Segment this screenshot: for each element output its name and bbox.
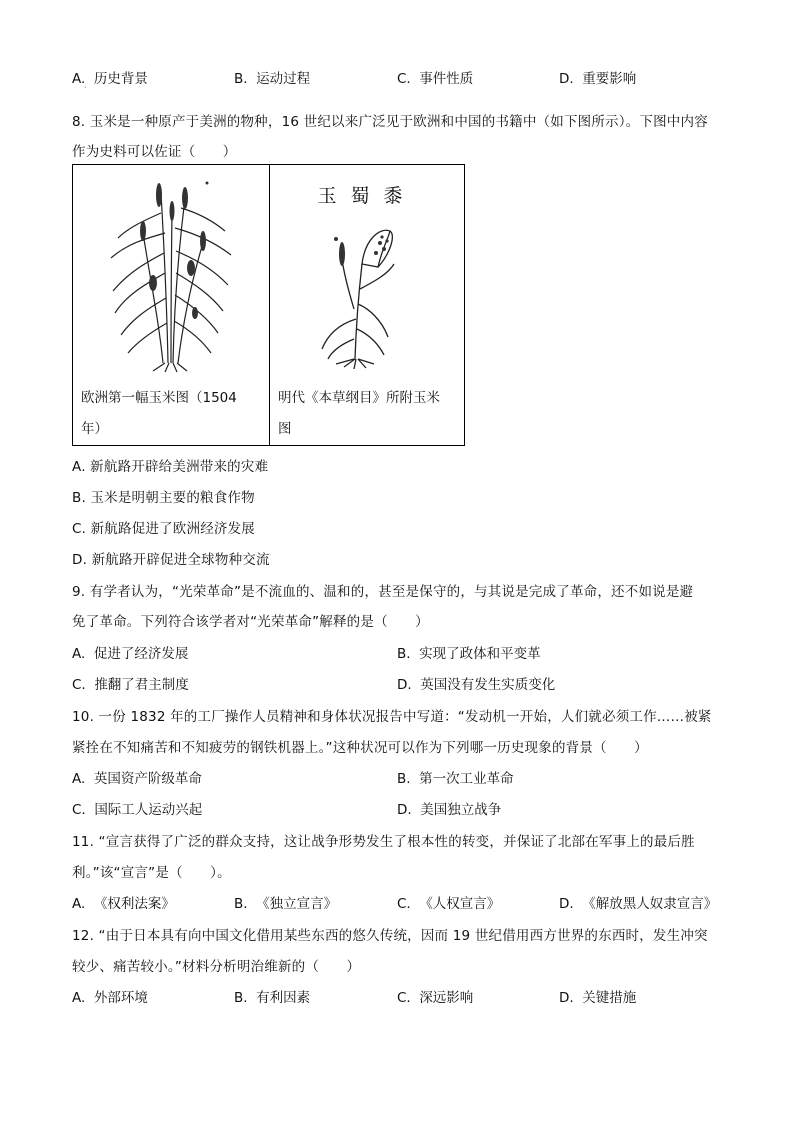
q9-option-b: B. 实现了政体和平变革 — [397, 646, 541, 662]
q8-option-d: D. 新航路开辟促进全球物种交流 — [72, 552, 270, 568]
q12-stem-line2: 较少、痛苦较小。”材料分析明治维新的（ ） — [72, 959, 361, 975]
q9-stem-line1: 9. 有学者认为，“光荣革命”是不流血的、温和的，甚至是保守的，与其说是完成了革命，还不如说是避 — [72, 584, 694, 600]
q8-figure-table — [72, 164, 465, 446]
q8-stem-line2: 作为史料可以佐证（ ） — [72, 144, 237, 160]
european-maize-illustration — [73, 173, 269, 373]
q8-option-b: B. 玉米是明朝主要的粮食作物 — [72, 490, 255, 506]
figure-left-caption-line2: 年） — [81, 421, 108, 437]
q12-option-d: D. 关键措施 — [559, 990, 637, 1006]
figure-left-cell — [73, 165, 269, 445]
plate-title: 玉蜀黍 — [317, 185, 417, 207]
figure-right-caption-line2: 图 — [278, 421, 292, 437]
q7-option-a: A. 历史背景 — [72, 71, 148, 87]
q10-stem-line2: 紧拴在不知痛苦和不知疲劳的钢铁机器上。”这种状况可以作为下列哪一历史现象的背景（ ） — [72, 740, 648, 756]
q11-option-c: C. 《人权宣言》 — [397, 896, 501, 912]
q9-stem-line2: 免了革命。下列符合该学者对“光荣革命”解释的是（ ） — [72, 614, 429, 630]
q12-option-c: C. 深远影响 — [397, 990, 474, 1006]
q8-option-a: A. 新航路开辟给美洲带来的灾难 — [72, 459, 269, 475]
q7-option-b: B. 运动过程 — [234, 71, 311, 87]
q10-option-d: D. 美国独立战争 — [397, 802, 502, 818]
figure-right-caption-line1: 明代《本草纲目》所附玉米 — [278, 390, 440, 406]
q8-stem-line1: 8. 玉米是一种原产于美洲的物种，16 世纪以来广泛见于欧洲和中国的书籍中（如下图所示）。下图中内容 — [72, 114, 708, 130]
figure-right-cell — [270, 165, 464, 445]
q11-stem-line2: 利。”该“宣言”是（ ）。 — [72, 865, 231, 881]
q11-stem-line1: 11. “宣言获得了广泛的群众支持，这让战争形势发生了根本性的转变，并保证了北部在军事上的最后胜 — [72, 834, 695, 850]
q9-option-a: A. 促进了经济发展 — [72, 646, 189, 662]
q11-option-d: D. 《解放黑人奴隶宣言》 — [559, 896, 718, 912]
q9-option-d: D. 英国没有发生实质变化 — [397, 677, 556, 693]
q10-option-a: A. 英国资产阶级革命 — [72, 771, 202, 787]
q11-option-a: A. 《权利法案》 — [72, 896, 175, 912]
q7-option-c: C. 事件性质 — [397, 71, 474, 87]
ming-maize-illustration — [270, 209, 465, 369]
figure-left-caption-line1: 欧洲第一幅玉米图（1504 — [81, 390, 237, 406]
q11-option-b: B. 《独立宣言》 — [234, 896, 338, 912]
q8-option-c: C. 新航路促进了欧洲经济发展 — [72, 521, 256, 537]
q12-stem-line1: 12. “由于日本具有向中国文化借用某些东西的悠久传统，因而 19 世纪借用西方世界的东西时，发生冲突 — [72, 928, 708, 944]
q10-stem-line1: 10. 一份 1832 年的工厂操作人员精神和身体状况报告中写道：“发动机一开始，人们就必须工作……被紧 — [72, 709, 712, 725]
q10-option-b: B. 第一次工业革命 — [397, 771, 514, 787]
q7-option-d: D. 重要影响 — [559, 71, 637, 87]
q12-option-a: A. 外部环境 — [72, 990, 148, 1006]
stray-dot: · — [84, 83, 87, 92]
q12-option-b: B. 有利因素 — [234, 990, 311, 1006]
q9-option-c: C. 推翻了君主制度 — [72, 677, 189, 693]
q10-option-c: C. 国际工人运动兴起 — [72, 802, 203, 818]
